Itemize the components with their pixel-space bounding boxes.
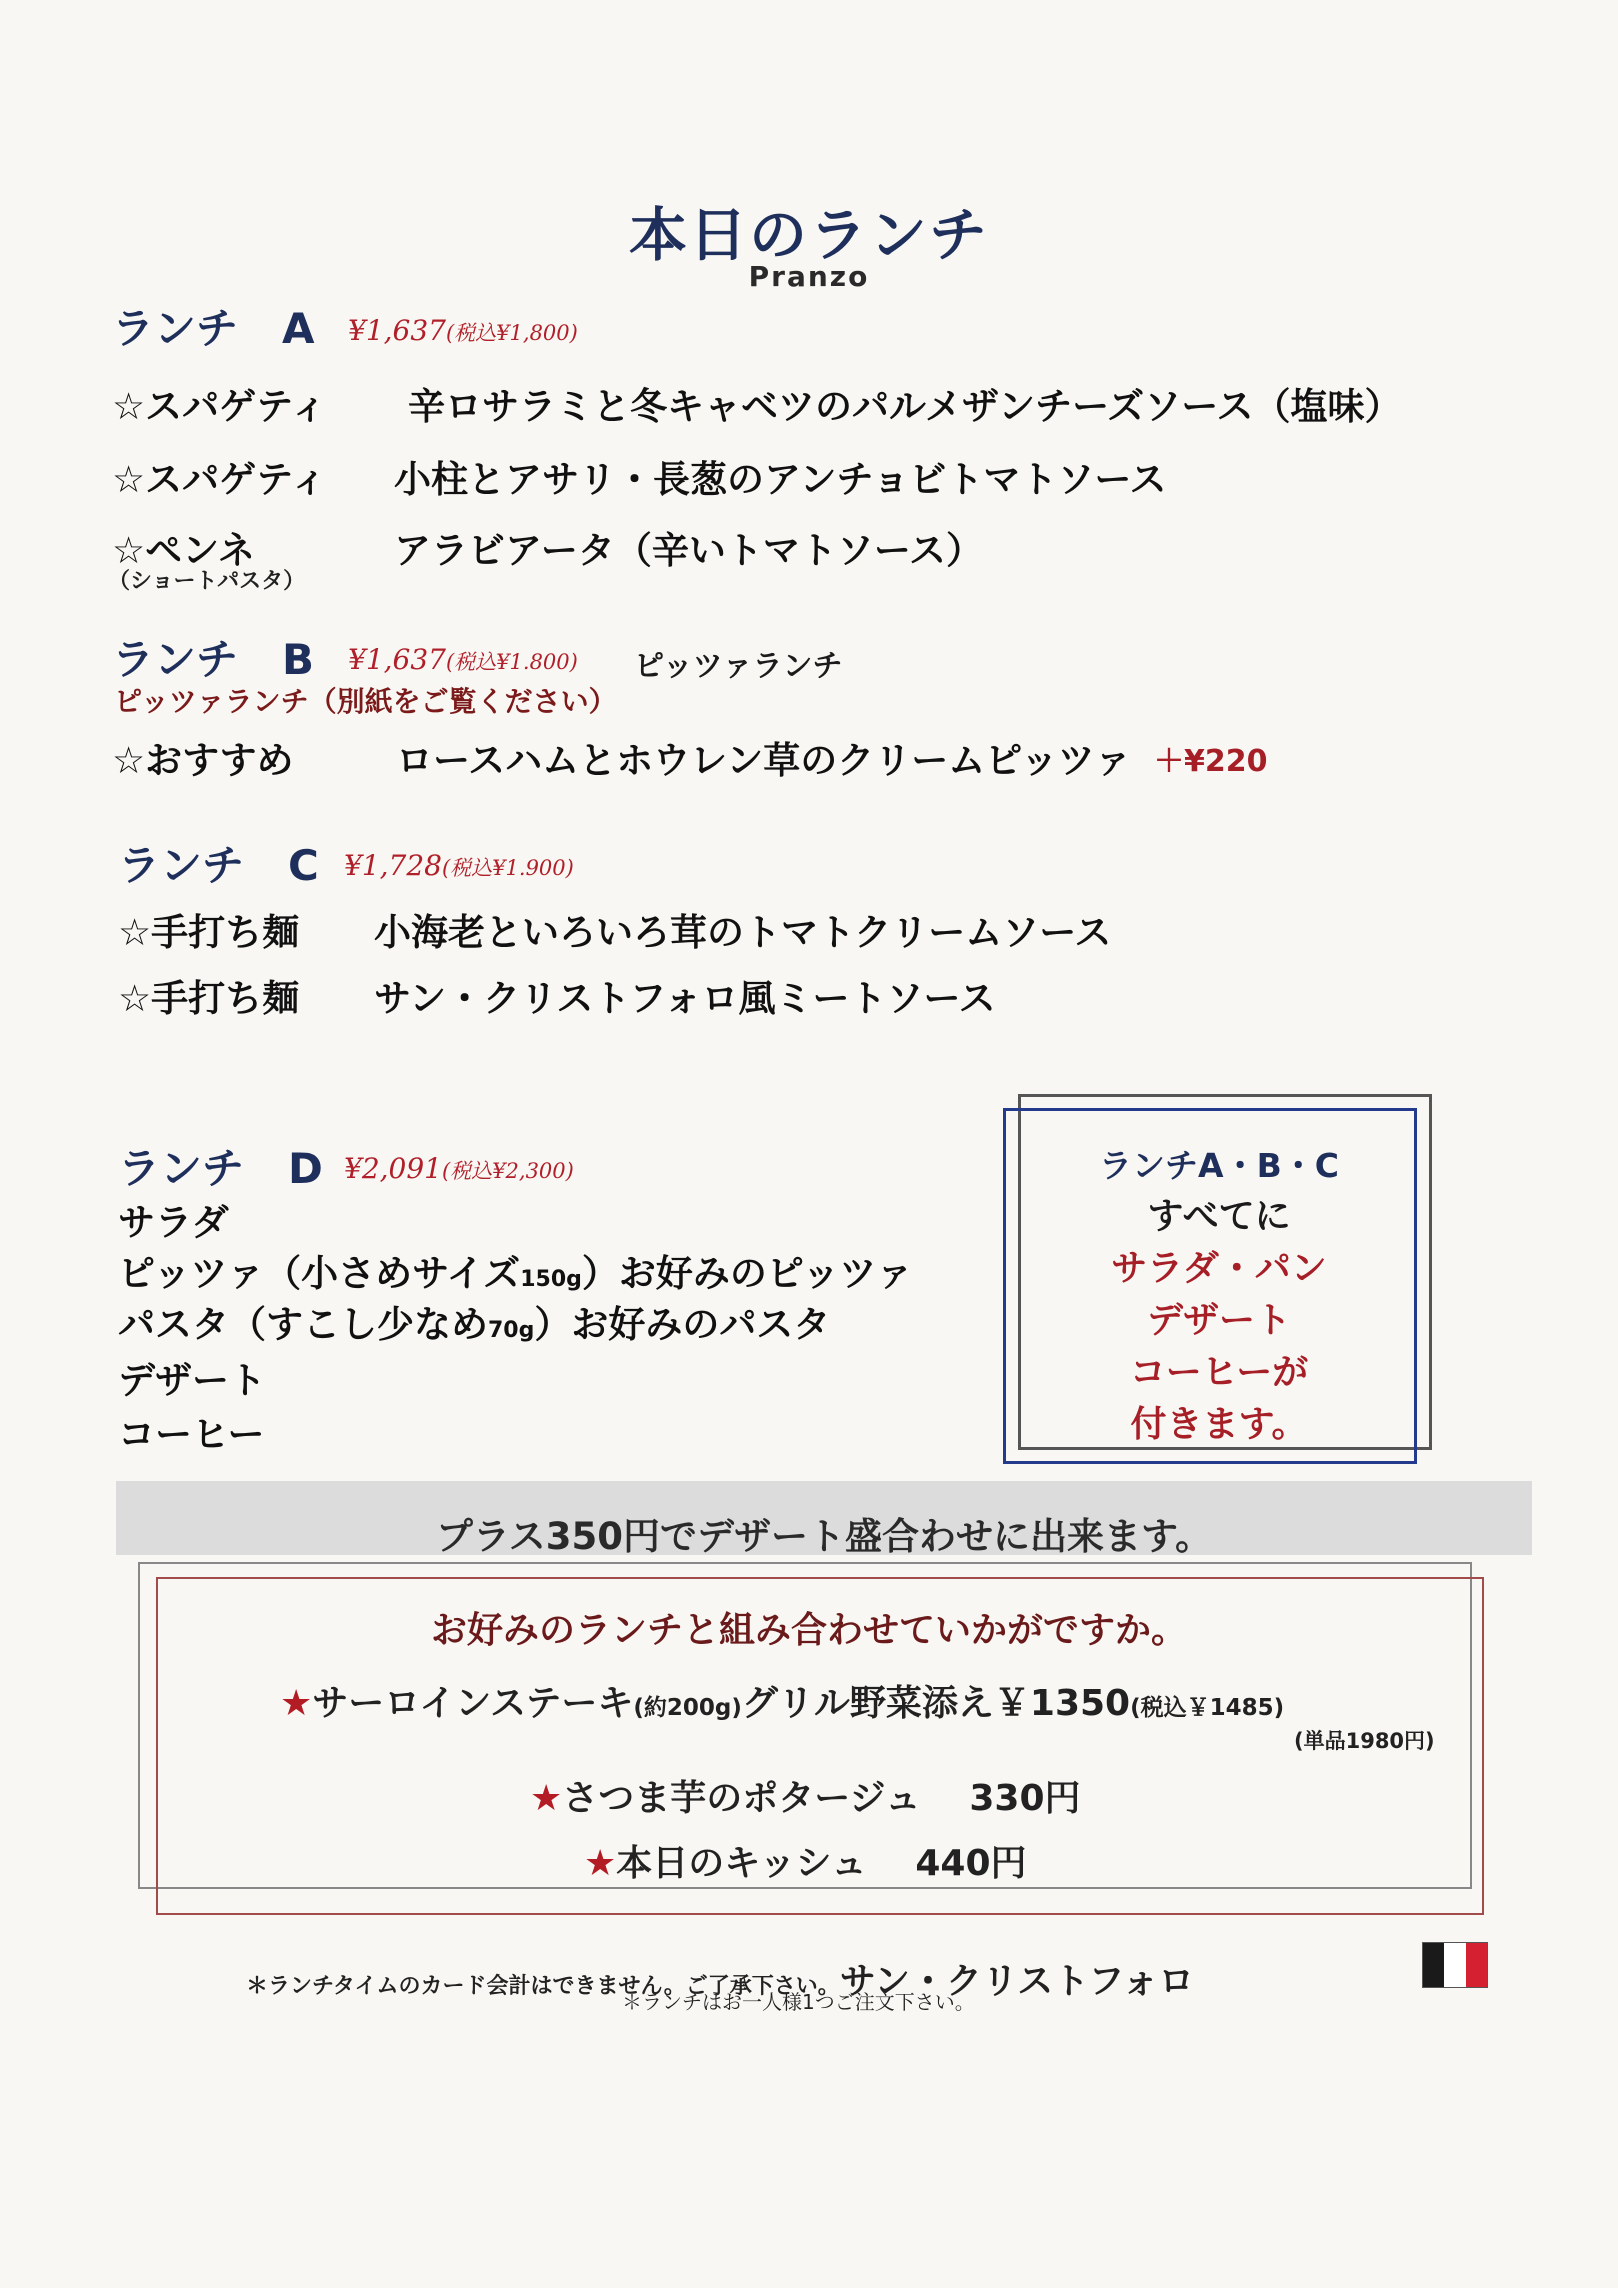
combo-heading: お好みのランチと組み合わせていかがですか。 — [430, 1610, 1187, 1651]
pasta-text: パスタ（すこし少なめ — [118, 1303, 488, 1346]
potage-text: さつま芋のポタージュ 330円 — [562, 1778, 1081, 1819]
lunch-b-heading — [112, 627, 314, 687]
flag-stripe-middle — [1444, 1943, 1465, 1987]
lunch-b-letter: B — [282, 635, 315, 684]
plus-banner-text: プラス350円でデザート盛合わせに出来ます。 — [435, 1515, 1213, 1558]
course-label: ☆スパゲティ — [112, 385, 328, 428]
dish-name: 辛ロサラミと冬キャベツのパルメザンチーズソース（塩味） — [408, 385, 1402, 428]
lunch-a-price — [348, 314, 578, 347]
flag-stripe-right — [1466, 1943, 1487, 1987]
lunch-b-name: ピッツァランチ — [634, 649, 843, 684]
steak-price: グリル野菜添え￥1350 — [741, 1683, 1131, 1724]
lunch-b-item-1 — [112, 730, 1512, 780]
lunch-c-price — [344, 849, 574, 882]
side-box-line-6: 付きます。 — [1130, 1404, 1308, 1445]
lunch-a-item-1 — [112, 376, 1512, 426]
lunch-d-pasta — [118, 1294, 830, 1348]
pasta-text-end: ）お好みのパスタ — [534, 1303, 831, 1346]
side-box-line-5: コーヒーが — [1129, 1352, 1309, 1393]
course-label: ☆手打ち麺 — [118, 911, 300, 954]
lunch-d-price-tax: (税込¥2,300) — [441, 1159, 574, 1183]
side-box-line-3: サラダ・パン — [1111, 1248, 1327, 1289]
card-note: ＊ランチタイムのカード会計はできません。ご了承下さい。 — [246, 1974, 840, 1999]
lunch-d-price — [344, 1152, 574, 1185]
steak-weight: (約200g) — [633, 1695, 742, 1721]
lunch-b-price-tax: (税込¥1.800) — [445, 650, 578, 674]
lunch-a-heading — [112, 296, 315, 356]
star-icon: ★ — [584, 1843, 617, 1884]
footer-note-2: ＊ランチはお一人様1つご注文下さい。 — [622, 1990, 975, 2014]
lunch-d-letter: D — [288, 1144, 323, 1193]
combo-steak-single: (単品1980円) — [1294, 1729, 1435, 1753]
combo-quiche — [584, 1835, 1027, 1886]
lunch-c-label: ランチ — [118, 841, 245, 890]
lunch-d-price-value: ¥2,091 — [344, 1152, 442, 1185]
combo-potage — [530, 1770, 1081, 1821]
lunch-a-letter: A — [282, 304, 315, 353]
lunch-a-price-value: ¥1,637 — [348, 314, 446, 347]
lunch-b-price — [348, 643, 578, 676]
lunch-d-pizza — [118, 1243, 913, 1297]
lunch-b-price-value: ¥1,637 — [348, 643, 446, 676]
course-label: ☆おすすめ — [112, 739, 294, 782]
page-title: 本日のランチ — [628, 201, 989, 269]
page-subtitle: Pranzo — [748, 260, 870, 293]
star-icon: ★ — [530, 1778, 563, 1819]
italian-flag-icon — [1422, 1942, 1488, 1988]
lunch-c-price-value: ¥1,728 — [344, 849, 442, 882]
steak-tax: (税込￥1485) — [1130, 1695, 1285, 1721]
quiche-text: 本日のキッシュ 440円 — [616, 1843, 1027, 1884]
lunch-c-item-2 — [118, 968, 1518, 1018]
lunch-c-price-tax: (税込¥1.900) — [441, 856, 574, 880]
lunch-d-heading — [118, 1136, 323, 1196]
course-label: ☆スパゲティ — [112, 458, 328, 501]
penne-note: （ショートパスタ） — [108, 569, 306, 594]
lunch-a-item-2 — [112, 449, 1512, 499]
lunch-b-subnote: ピッツァランチ（別紙をご覧ください） — [114, 685, 617, 718]
side-box-line-2: すべてに — [1147, 1196, 1291, 1237]
side-box-line-4: デザート — [1146, 1300, 1291, 1341]
lunch-c-item-1 — [118, 902, 1518, 952]
flag-stripe-left — [1423, 1943, 1444, 1987]
dish-name: ロースハムとホウレン草のクリームピッツァ — [396, 739, 1132, 782]
lunch-a-price-tax: (税込¥1,800) — [445, 321, 578, 345]
lunch-c-heading — [118, 833, 319, 893]
pizza-weight: 150g — [520, 1267, 582, 1292]
lunch-c-letter: C — [288, 841, 319, 890]
shop-name: サン・クリストフォロ — [839, 1961, 1195, 2002]
steak-name: サーロインステーキ — [312, 1683, 634, 1724]
lunch-b-label: ランチ — [112, 635, 239, 684]
lunch-d-salad: サラダ — [118, 1201, 229, 1244]
lunch-d-dessert: デザート — [118, 1359, 266, 1402]
dish-name: 小柱とアサリ・長葱のアンチョビトマトソース — [394, 458, 1167, 501]
lunch-a-item-3 — [112, 520, 1512, 570]
course-label: ☆手打ち麺 — [118, 977, 300, 1020]
course-label: ☆ペンネ — [112, 529, 256, 572]
pizza-text: ピッツァ（小さめサイズ — [118, 1252, 521, 1295]
pasta-weight: 70g — [488, 1318, 535, 1343]
extra-price: ＋¥220 — [1154, 744, 1268, 779]
lunch-a-label: ランチ — [112, 304, 239, 353]
star-icon: ★ — [280, 1683, 313, 1724]
dish-name: サン・クリストフォロ風ミートソース — [374, 977, 996, 1020]
side-box-line-1: ランチA・B・C — [1099, 1146, 1339, 1185]
combo-steak — [280, 1675, 1284, 1726]
pizza-text-end: ）お好みのピッツァ — [581, 1252, 914, 1295]
dish-name: アラビアータ（辛いトマトソース） — [394, 529, 984, 572]
lunch-d-label: ランチ — [118, 1144, 245, 1193]
dish-name: 小海老といろいろ茸のトマトクリームソース — [374, 911, 1112, 954]
lunch-d-coffee: コーヒー — [118, 1413, 265, 1456]
